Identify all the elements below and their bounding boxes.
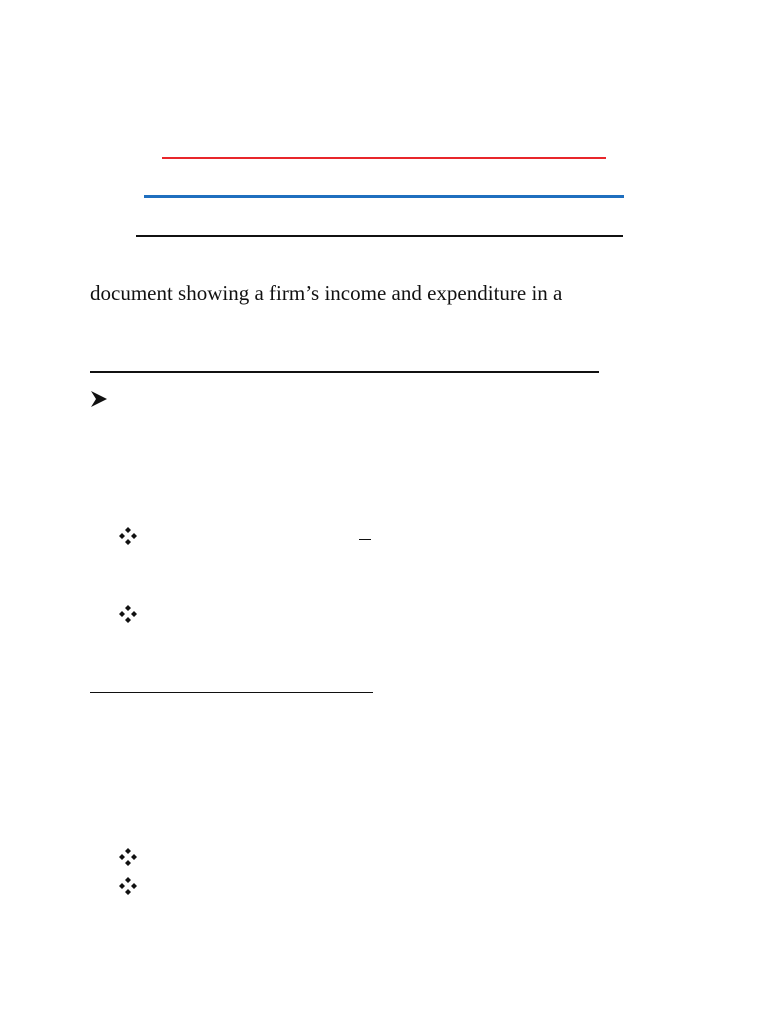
short-underline-rule xyxy=(90,692,373,693)
diamond-bullet-icon xyxy=(118,604,138,624)
diamond-bullet-icon xyxy=(118,876,138,896)
red-heading-rule xyxy=(162,157,606,159)
inline-dash xyxy=(359,539,371,540)
arrow-bullet-icon xyxy=(90,388,108,410)
black-heading-rule xyxy=(136,235,623,237)
section-divider-rule xyxy=(90,371,599,373)
body-text-line: document showing a firm’s income and expenditure in a xyxy=(90,281,563,305)
blue-heading-rule xyxy=(144,195,624,198)
diamond-bullet-icon xyxy=(118,847,138,867)
diamond-bullet-icon xyxy=(118,526,138,546)
